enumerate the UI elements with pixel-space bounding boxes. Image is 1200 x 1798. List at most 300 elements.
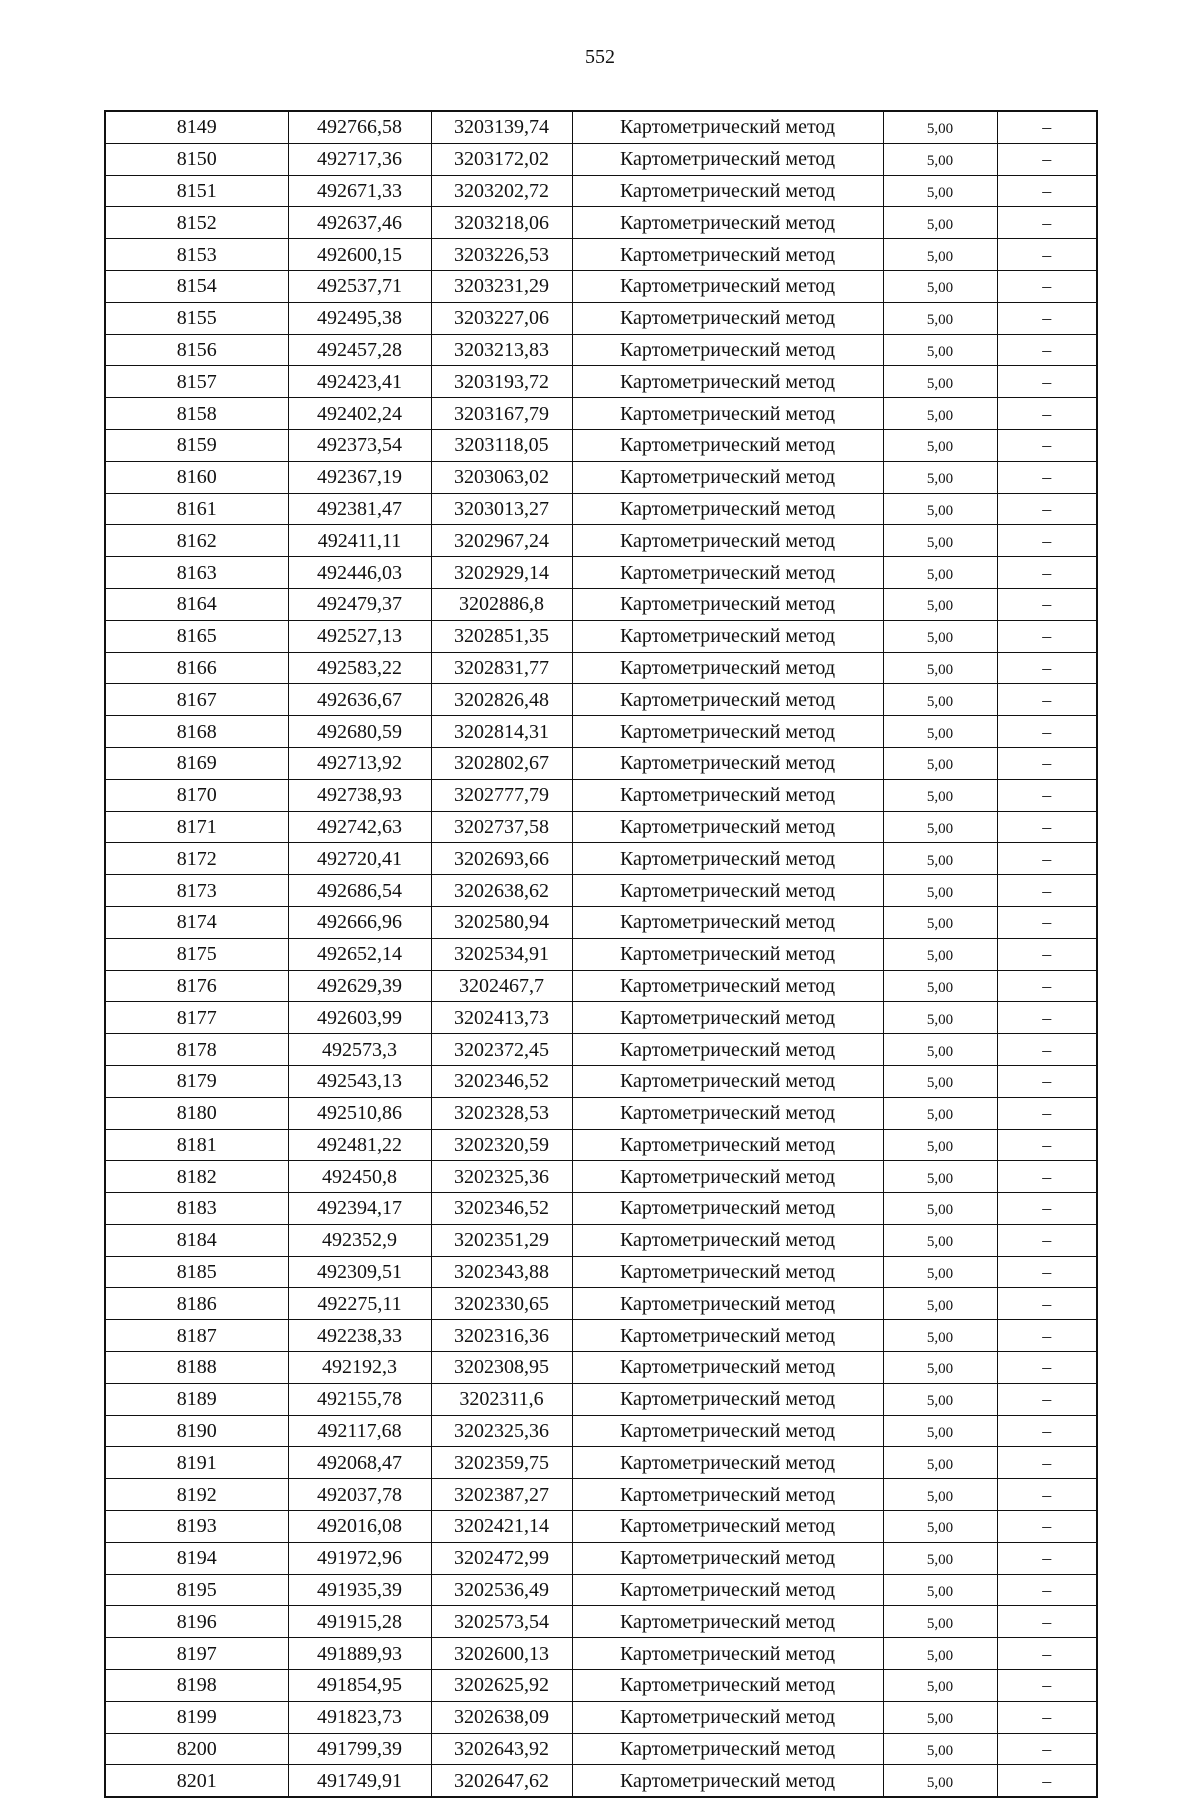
method-cell: Картометрический метод xyxy=(572,461,883,493)
accuracy-cell: 5,00 xyxy=(883,1193,997,1225)
point-number-cell: 8174 xyxy=(105,906,288,938)
accuracy-cell: 5,00 xyxy=(883,1383,997,1415)
point-number-cell: 8185 xyxy=(105,1256,288,1288)
method-cell: Картометрический метод xyxy=(572,1320,883,1352)
accuracy-cell: 5,00 xyxy=(883,525,997,557)
accuracy-cell: 5,00 xyxy=(883,1352,997,1384)
method-cell: Картометрический метод xyxy=(572,1447,883,1479)
x-coordinate-cell: 492394,17 xyxy=(288,1193,431,1225)
x-coordinate-cell: 492717,36 xyxy=(288,143,431,175)
x-coordinate-cell: 492155,78 xyxy=(288,1383,431,1415)
accuracy-cell: 5,00 xyxy=(883,1034,997,1066)
y-coordinate-cell: 3202359,75 xyxy=(431,1447,572,1479)
point-number-cell: 8170 xyxy=(105,779,288,811)
method-cell: Картометрический метод xyxy=(572,493,883,525)
point-number-cell: 8188 xyxy=(105,1352,288,1384)
y-coordinate-cell: 3202536,49 xyxy=(431,1574,572,1606)
x-coordinate-cell: 492636,67 xyxy=(288,684,431,716)
x-coordinate-cell: 492373,54 xyxy=(288,429,431,461)
point-number-cell: 8169 xyxy=(105,747,288,779)
note-cell: – xyxy=(997,1383,1097,1415)
note-cell: – xyxy=(997,557,1097,589)
method-cell: Картометрический метод xyxy=(572,1670,883,1702)
note-cell: – xyxy=(997,1002,1097,1034)
x-coordinate-cell: 492686,54 xyxy=(288,875,431,907)
method-cell: Картометрический метод xyxy=(572,207,883,239)
point-number-cell: 8197 xyxy=(105,1638,288,1670)
method-cell: Картометрический метод xyxy=(572,747,883,779)
y-coordinate-cell: 3202826,48 xyxy=(431,684,572,716)
table-row xyxy=(105,1511,1097,1543)
accuracy-cell: 5,00 xyxy=(883,366,997,398)
point-number-cell: 8196 xyxy=(105,1606,288,1638)
table-row xyxy=(105,207,1097,239)
coordinates-table-body xyxy=(105,111,1097,1797)
method-cell: Картометрический метод xyxy=(572,1638,883,1670)
method-cell: Картометрический метод xyxy=(572,811,883,843)
table-row xyxy=(105,111,1097,143)
method-cell: Картометрический метод xyxy=(572,684,883,716)
point-number-cell: 8160 xyxy=(105,461,288,493)
note-cell: – xyxy=(997,1193,1097,1225)
note-cell: – xyxy=(997,270,1097,302)
table-row xyxy=(105,1638,1097,1670)
note-cell: – xyxy=(997,1129,1097,1161)
x-coordinate-cell: 492537,71 xyxy=(288,270,431,302)
method-cell: Картометрический метод xyxy=(572,1256,883,1288)
point-number-cell: 8155 xyxy=(105,302,288,334)
x-coordinate-cell: 492637,46 xyxy=(288,207,431,239)
y-coordinate-cell: 3202802,67 xyxy=(431,747,572,779)
method-cell: Картометрический метод xyxy=(572,1574,883,1606)
method-cell: Картометрический метод xyxy=(572,620,883,652)
x-coordinate-cell: 492666,96 xyxy=(288,906,431,938)
table-row xyxy=(105,1542,1097,1574)
x-coordinate-cell: 492402,24 xyxy=(288,398,431,430)
y-coordinate-cell: 3202625,92 xyxy=(431,1670,572,1702)
y-coordinate-cell: 3203213,83 xyxy=(431,334,572,366)
y-coordinate-cell: 3203063,02 xyxy=(431,461,572,493)
accuracy-cell: 5,00 xyxy=(883,429,997,461)
accuracy-cell: 5,00 xyxy=(883,1701,997,1733)
method-cell: Картометрический метод xyxy=(572,557,883,589)
table-row xyxy=(105,1224,1097,1256)
table-row xyxy=(105,1574,1097,1606)
x-coordinate-cell: 492713,92 xyxy=(288,747,431,779)
point-number-cell: 8192 xyxy=(105,1479,288,1511)
note-cell: – xyxy=(997,1670,1097,1702)
method-cell: Картометрический метод xyxy=(572,239,883,271)
accuracy-cell: 5,00 xyxy=(883,1129,997,1161)
table-row xyxy=(105,620,1097,652)
table-row xyxy=(105,461,1097,493)
method-cell: Картометрический метод xyxy=(572,652,883,684)
x-coordinate-cell: 492603,99 xyxy=(288,1002,431,1034)
method-cell: Картометрический метод xyxy=(572,1511,883,1543)
method-cell: Картометрический метод xyxy=(572,1606,883,1638)
point-number-cell: 8172 xyxy=(105,843,288,875)
accuracy-cell: 5,00 xyxy=(883,1065,997,1097)
point-number-cell: 8158 xyxy=(105,398,288,430)
point-number-cell: 8150 xyxy=(105,143,288,175)
accuracy-cell: 5,00 xyxy=(883,1733,997,1765)
table-row xyxy=(105,1765,1097,1797)
y-coordinate-cell: 3202387,27 xyxy=(431,1479,572,1511)
table-row xyxy=(105,1606,1097,1638)
accuracy-cell: 5,00 xyxy=(883,906,997,938)
accuracy-cell: 5,00 xyxy=(883,1511,997,1543)
point-number-cell: 8195 xyxy=(105,1574,288,1606)
note-cell: – xyxy=(997,1511,1097,1543)
accuracy-cell: 5,00 xyxy=(883,461,997,493)
method-cell: Картометрический метод xyxy=(572,525,883,557)
y-coordinate-cell: 3202737,58 xyxy=(431,811,572,843)
table-row xyxy=(105,970,1097,1002)
y-coordinate-cell: 3202472,99 xyxy=(431,1542,572,1574)
point-number-cell: 8194 xyxy=(105,1542,288,1574)
x-coordinate-cell: 492738,93 xyxy=(288,779,431,811)
table-row xyxy=(105,557,1097,589)
x-coordinate-cell: 492479,37 xyxy=(288,588,431,620)
accuracy-cell: 5,00 xyxy=(883,652,997,684)
x-coordinate-cell: 492367,19 xyxy=(288,461,431,493)
y-coordinate-cell: 3203167,79 xyxy=(431,398,572,430)
x-coordinate-cell: 492766,58 xyxy=(288,111,431,143)
point-number-cell: 8151 xyxy=(105,175,288,207)
accuracy-cell: 5,00 xyxy=(883,557,997,589)
note-cell: – xyxy=(997,1352,1097,1384)
accuracy-cell: 5,00 xyxy=(883,875,997,907)
accuracy-cell: 5,00 xyxy=(883,938,997,970)
method-cell: Картометрический метод xyxy=(572,1193,883,1225)
y-coordinate-cell: 3202831,77 xyxy=(431,652,572,684)
accuracy-cell: 5,00 xyxy=(883,239,997,271)
table-row xyxy=(105,1383,1097,1415)
x-coordinate-cell: 491935,39 xyxy=(288,1574,431,1606)
accuracy-cell: 5,00 xyxy=(883,270,997,302)
note-cell: – xyxy=(997,1542,1097,1574)
method-cell: Картометрический метод xyxy=(572,1065,883,1097)
accuracy-cell: 5,00 xyxy=(883,1002,997,1034)
y-coordinate-cell: 3202777,79 xyxy=(431,779,572,811)
y-coordinate-cell: 3203118,05 xyxy=(431,429,572,461)
accuracy-cell: 5,00 xyxy=(883,588,997,620)
point-number-cell: 8156 xyxy=(105,334,288,366)
note-cell: – xyxy=(997,302,1097,334)
x-coordinate-cell: 492742,63 xyxy=(288,811,431,843)
point-number-cell: 8175 xyxy=(105,938,288,970)
table-row xyxy=(105,1320,1097,1352)
note-cell: – xyxy=(997,1415,1097,1447)
accuracy-cell: 5,00 xyxy=(883,811,997,843)
x-coordinate-cell: 492117,68 xyxy=(288,1415,431,1447)
note-cell: – xyxy=(997,461,1097,493)
point-number-cell: 8154 xyxy=(105,270,288,302)
note-cell: – xyxy=(997,1224,1097,1256)
y-coordinate-cell: 3203139,74 xyxy=(431,111,572,143)
method-cell: Картометрический метод xyxy=(572,1224,883,1256)
y-coordinate-cell: 3202343,88 xyxy=(431,1256,572,1288)
table-row xyxy=(105,143,1097,175)
table-row xyxy=(105,875,1097,907)
y-coordinate-cell: 3202638,62 xyxy=(431,875,572,907)
x-coordinate-cell: 492629,39 xyxy=(288,970,431,1002)
note-cell: – xyxy=(997,716,1097,748)
accuracy-cell: 5,00 xyxy=(883,175,997,207)
point-number-cell: 8176 xyxy=(105,970,288,1002)
table-row xyxy=(105,1288,1097,1320)
method-cell: Картометрический метод xyxy=(572,938,883,970)
point-number-cell: 8187 xyxy=(105,1320,288,1352)
point-number-cell: 8162 xyxy=(105,525,288,557)
y-coordinate-cell: 3202573,54 xyxy=(431,1606,572,1638)
accuracy-cell: 5,00 xyxy=(883,1574,997,1606)
method-cell: Картометрический метод xyxy=(572,716,883,748)
x-coordinate-cell: 492238,33 xyxy=(288,1320,431,1352)
point-number-cell: 8159 xyxy=(105,429,288,461)
x-coordinate-cell: 492457,28 xyxy=(288,334,431,366)
x-coordinate-cell: 492510,86 xyxy=(288,1097,431,1129)
accuracy-cell: 5,00 xyxy=(883,1765,997,1797)
accuracy-cell: 5,00 xyxy=(883,1224,997,1256)
note-cell: – xyxy=(997,620,1097,652)
method-cell: Картометрический метод xyxy=(572,429,883,461)
method-cell: Картометрический метод xyxy=(572,1161,883,1193)
accuracy-cell: 5,00 xyxy=(883,1638,997,1670)
x-coordinate-cell: 492411,11 xyxy=(288,525,431,557)
method-cell: Картометрический метод xyxy=(572,1288,883,1320)
x-coordinate-cell: 491799,39 xyxy=(288,1733,431,1765)
accuracy-cell: 5,00 xyxy=(883,779,997,811)
note-cell: – xyxy=(997,334,1097,366)
table-row xyxy=(105,811,1097,843)
table-row xyxy=(105,366,1097,398)
note-cell: – xyxy=(997,1161,1097,1193)
note-cell: – xyxy=(997,1288,1097,1320)
y-coordinate-cell: 3202851,35 xyxy=(431,620,572,652)
point-number-cell: 8184 xyxy=(105,1224,288,1256)
note-cell: – xyxy=(997,906,1097,938)
point-number-cell: 8181 xyxy=(105,1129,288,1161)
point-number-cell: 8168 xyxy=(105,716,288,748)
point-number-cell: 8186 xyxy=(105,1288,288,1320)
y-coordinate-cell: 3202328,53 xyxy=(431,1097,572,1129)
method-cell: Картометрический метод xyxy=(572,843,883,875)
point-number-cell: 8167 xyxy=(105,684,288,716)
method-cell: Картометрический метод xyxy=(572,111,883,143)
x-coordinate-cell: 492680,59 xyxy=(288,716,431,748)
accuracy-cell: 5,00 xyxy=(883,843,997,875)
x-coordinate-cell: 492600,15 xyxy=(288,239,431,271)
table-row xyxy=(105,334,1097,366)
table-row xyxy=(105,588,1097,620)
note-cell: – xyxy=(997,1447,1097,1479)
point-number-cell: 8183 xyxy=(105,1193,288,1225)
point-number-cell: 8163 xyxy=(105,557,288,589)
x-coordinate-cell: 492481,22 xyxy=(288,1129,431,1161)
y-coordinate-cell: 3202421,14 xyxy=(431,1511,572,1543)
y-coordinate-cell: 3203226,53 xyxy=(431,239,572,271)
y-coordinate-cell: 3202929,14 xyxy=(431,557,572,589)
accuracy-cell: 5,00 xyxy=(883,1415,997,1447)
y-coordinate-cell: 3202311,6 xyxy=(431,1383,572,1415)
table-row xyxy=(105,429,1097,461)
point-number-cell: 8166 xyxy=(105,652,288,684)
y-coordinate-cell: 3202814,31 xyxy=(431,716,572,748)
note-cell: – xyxy=(997,1733,1097,1765)
method-cell: Картометрический метод xyxy=(572,1383,883,1415)
note-cell: – xyxy=(997,1034,1097,1066)
note-cell: – xyxy=(997,938,1097,970)
point-number-cell: 8171 xyxy=(105,811,288,843)
note-cell: – xyxy=(997,493,1097,525)
accuracy-cell: 5,00 xyxy=(883,970,997,1002)
note-cell: – xyxy=(997,1256,1097,1288)
table-row xyxy=(105,525,1097,557)
method-cell: Картометрический метод xyxy=(572,1479,883,1511)
x-coordinate-cell: 492423,41 xyxy=(288,366,431,398)
x-coordinate-cell: 492495,38 xyxy=(288,302,431,334)
note-cell: – xyxy=(997,1574,1097,1606)
point-number-cell: 8199 xyxy=(105,1701,288,1733)
x-coordinate-cell: 491889,93 xyxy=(288,1638,431,1670)
y-coordinate-cell: 3202346,52 xyxy=(431,1065,572,1097)
point-number-cell: 8164 xyxy=(105,588,288,620)
method-cell: Картометрический метод xyxy=(572,398,883,430)
accuracy-cell: 5,00 xyxy=(883,493,997,525)
point-number-cell: 8165 xyxy=(105,620,288,652)
table-row xyxy=(105,1447,1097,1479)
point-number-cell: 8153 xyxy=(105,239,288,271)
note-cell: – xyxy=(997,652,1097,684)
y-coordinate-cell: 3202351,29 xyxy=(431,1224,572,1256)
method-cell: Картометрический метод xyxy=(572,334,883,366)
y-coordinate-cell: 3202346,52 xyxy=(431,1193,572,1225)
x-coordinate-cell: 492309,51 xyxy=(288,1256,431,1288)
y-coordinate-cell: 3203202,72 xyxy=(431,175,572,207)
y-coordinate-cell: 3202308,95 xyxy=(431,1352,572,1384)
method-cell: Картометрический метод xyxy=(572,1129,883,1161)
x-coordinate-cell: 492016,08 xyxy=(288,1511,431,1543)
note-cell: – xyxy=(997,1065,1097,1097)
note-cell: – xyxy=(997,239,1097,271)
table-row xyxy=(105,938,1097,970)
table-row xyxy=(105,1701,1097,1733)
x-coordinate-cell: 492583,22 xyxy=(288,652,431,684)
table-row xyxy=(105,652,1097,684)
x-coordinate-cell: 492720,41 xyxy=(288,843,431,875)
accuracy-cell: 5,00 xyxy=(883,1542,997,1574)
table-row xyxy=(105,1034,1097,1066)
table-row xyxy=(105,1065,1097,1097)
note-cell: – xyxy=(997,747,1097,779)
accuracy-cell: 5,00 xyxy=(883,334,997,366)
note-cell: – xyxy=(997,1638,1097,1670)
method-cell: Картометрический метод xyxy=(572,906,883,938)
table-row xyxy=(105,270,1097,302)
note-cell: – xyxy=(997,588,1097,620)
method-cell: Картометрический метод xyxy=(572,779,883,811)
note-cell: – xyxy=(997,398,1097,430)
note-cell: – xyxy=(997,366,1097,398)
method-cell: Картометрический метод xyxy=(572,970,883,1002)
point-number-cell: 8177 xyxy=(105,1002,288,1034)
y-coordinate-cell: 3203172,02 xyxy=(431,143,572,175)
x-coordinate-cell: 492037,78 xyxy=(288,1479,431,1511)
y-coordinate-cell: 3202325,36 xyxy=(431,1415,572,1447)
y-coordinate-cell: 3202467,7 xyxy=(431,970,572,1002)
x-coordinate-cell: 491749,91 xyxy=(288,1765,431,1797)
page-number: 552 xyxy=(585,46,615,68)
x-coordinate-cell: 492527,13 xyxy=(288,620,431,652)
note-cell: – xyxy=(997,1765,1097,1797)
point-number-cell: 8149 xyxy=(105,111,288,143)
y-coordinate-cell: 3202372,45 xyxy=(431,1034,572,1066)
point-number-cell: 8193 xyxy=(105,1511,288,1543)
y-coordinate-cell: 3202600,13 xyxy=(431,1638,572,1670)
y-coordinate-cell: 3202320,59 xyxy=(431,1129,572,1161)
accuracy-cell: 5,00 xyxy=(883,1606,997,1638)
point-number-cell: 8201 xyxy=(105,1765,288,1797)
note-cell: – xyxy=(997,1097,1097,1129)
y-coordinate-cell: 3202330,65 xyxy=(431,1288,572,1320)
note-cell: – xyxy=(997,175,1097,207)
table-row xyxy=(105,1161,1097,1193)
table-row xyxy=(105,1352,1097,1384)
y-coordinate-cell: 3202580,94 xyxy=(431,906,572,938)
note-cell: – xyxy=(997,525,1097,557)
note-cell: – xyxy=(997,1320,1097,1352)
y-coordinate-cell: 3203227,06 xyxy=(431,302,572,334)
point-number-cell: 8180 xyxy=(105,1097,288,1129)
method-cell: Картометрический метод xyxy=(572,302,883,334)
y-coordinate-cell: 3203218,06 xyxy=(431,207,572,239)
accuracy-cell: 5,00 xyxy=(883,684,997,716)
y-coordinate-cell: 3202886,8 xyxy=(431,588,572,620)
method-cell: Картометрический метод xyxy=(572,1765,883,1797)
table-row xyxy=(105,175,1097,207)
x-coordinate-cell: 491972,96 xyxy=(288,1542,431,1574)
accuracy-cell: 5,00 xyxy=(883,1320,997,1352)
table-row xyxy=(105,716,1097,748)
accuracy-cell: 5,00 xyxy=(883,1479,997,1511)
accuracy-cell: 5,00 xyxy=(883,1161,997,1193)
table-row xyxy=(105,1256,1097,1288)
note-cell: – xyxy=(997,875,1097,907)
method-cell: Картометрический метод xyxy=(572,1542,883,1574)
note-cell: – xyxy=(997,429,1097,461)
accuracy-cell: 5,00 xyxy=(883,111,997,143)
x-coordinate-cell: 492652,14 xyxy=(288,938,431,970)
table-row xyxy=(105,1002,1097,1034)
x-coordinate-cell: 492275,11 xyxy=(288,1288,431,1320)
y-coordinate-cell: 3203193,72 xyxy=(431,366,572,398)
table-row xyxy=(105,1670,1097,1702)
method-cell: Картометрический метод xyxy=(572,588,883,620)
point-number-cell: 8173 xyxy=(105,875,288,907)
coordinates-table xyxy=(104,110,1098,1798)
x-coordinate-cell: 492573,3 xyxy=(288,1034,431,1066)
table-row xyxy=(105,684,1097,716)
point-number-cell: 8189 xyxy=(105,1383,288,1415)
x-coordinate-cell: 491854,95 xyxy=(288,1670,431,1702)
method-cell: Картометрический метод xyxy=(572,143,883,175)
method-cell: Картометрический метод xyxy=(572,175,883,207)
note-cell: – xyxy=(997,1479,1097,1511)
note-cell: – xyxy=(997,843,1097,875)
accuracy-cell: 5,00 xyxy=(883,302,997,334)
y-coordinate-cell: 3202693,66 xyxy=(431,843,572,875)
